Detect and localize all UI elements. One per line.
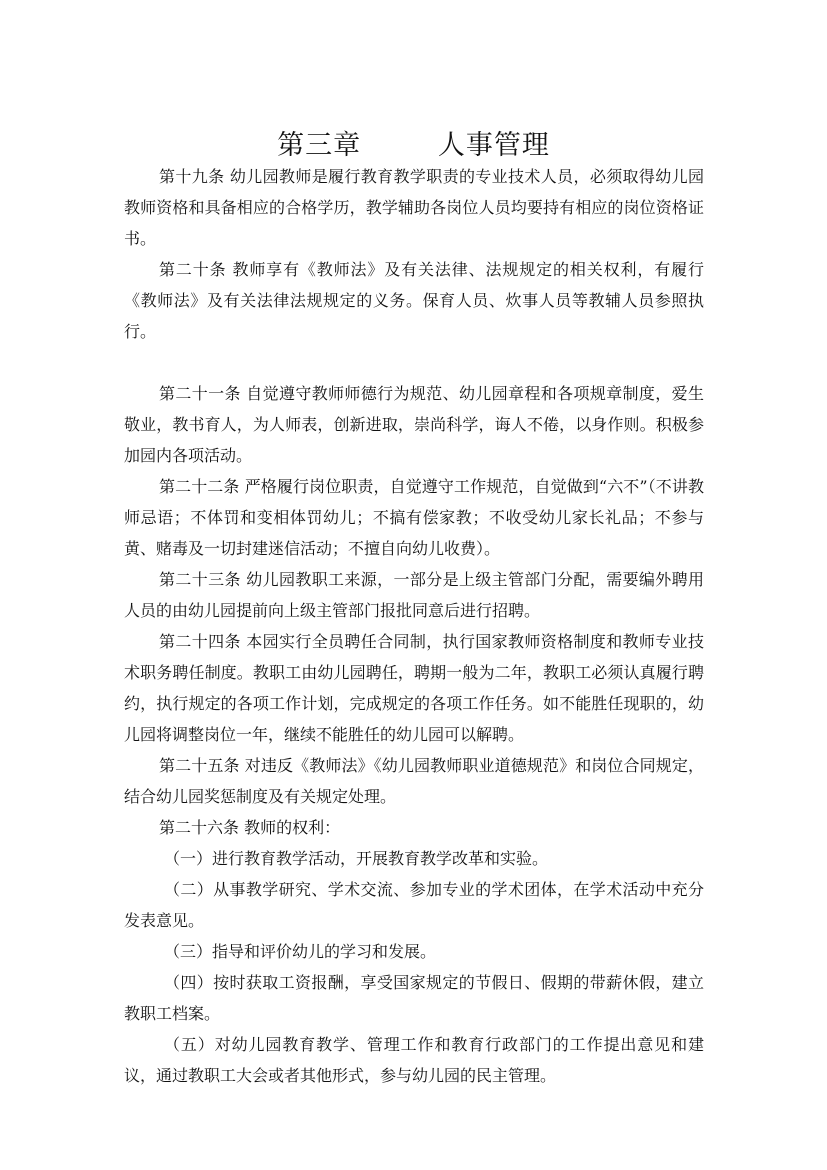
chapter-title: 第三章 人事管理 — [277, 130, 550, 161]
list-item: （五）对幼儿园教育教学、管理工作和教育行政部门的工作提出意见和建议，通过教职工大会或者其他形式，参与幼儿园的民主管理。 — [124, 1035, 704, 1085]
article-20: 第二十条 教师享有《教师法》及有关法律、法规规定的相关权利，有履行《教师法》及有关法律法规规定的义务。保育人员、炊事人员等教辅人员参照执行。 — [124, 260, 704, 341]
list-item: （一）进行教育教学活动，开展教育教学改革和实验。 — [164, 849, 549, 868]
article-21: 第二十一条 自觉遵守教师师德行为规范、幼儿园章程和各项规章制度，爱生敬业，教书育人，为人师表，创新进取，崇尚科学，诲人不倦，以身作则。积极参加园内各项活动。 — [124, 384, 704, 465]
article-24: 第二十四条 本园实行全员聘任合同制，执行国家教师资格制度和教师专业技术职务聘任制度。教职工由幼儿园聘任，聘期一般为二年，教职工必须认真履行聘约，执行规定的各项工作计划，完成规定的各项工作任务。如不能胜任现职的，幼儿园将调整岗位一年，继续不能胜任的幼儿园可以解聘。 — [124, 632, 704, 744]
document-body — [124, 161, 704, 1091]
article-26: 第二十六条 教师的权利： — [159, 818, 341, 837]
article-25: 第二十五条 对违反《教师法》《幼儿园教师职业道德规范》和岗位合同规定，结合幼儿园奖惩制度及有关规定处理。 — [124, 756, 704, 806]
article-22: 第二十二条 严格履行岗位职责，自觉遵守工作规范，自觉做到“六不”（不讲教师忌语；不体罚和变相体罚幼儿；不搞有偿家教；不收受幼儿家长礼品；不参与黄、赌毒及一切封建迷信活动；不擅自向幼儿收费）。 — [124, 477, 704, 558]
list-item: （三）指导和评价幼儿的学习和发展。 — [164, 942, 437, 961]
list-item: （二）从事教学研究、学术交流、参加专业的学术团体，在学术活动中充分发表意见。 — [124, 880, 704, 930]
list-item: （四）按时获取工资报酬，享受国家规定的节假日、假期的带薪休假，建立教职工档案。 — [124, 973, 704, 1023]
article-23: 第二十三条 幼儿园教职工来源，一部分是上级主管部门分配，需要编外聘用人员的由幼儿园提前向上级主管部门报批同意后进行招聘。 — [124, 570, 704, 620]
article-19: 第十九条 幼儿园教师是履行教育教学职责的专业技术人员，必须取得幼儿园教师资格和具备相应的合格学历，教学辅助各岗位人员均要持有相应的岗位资格证书。 — [124, 167, 704, 248]
